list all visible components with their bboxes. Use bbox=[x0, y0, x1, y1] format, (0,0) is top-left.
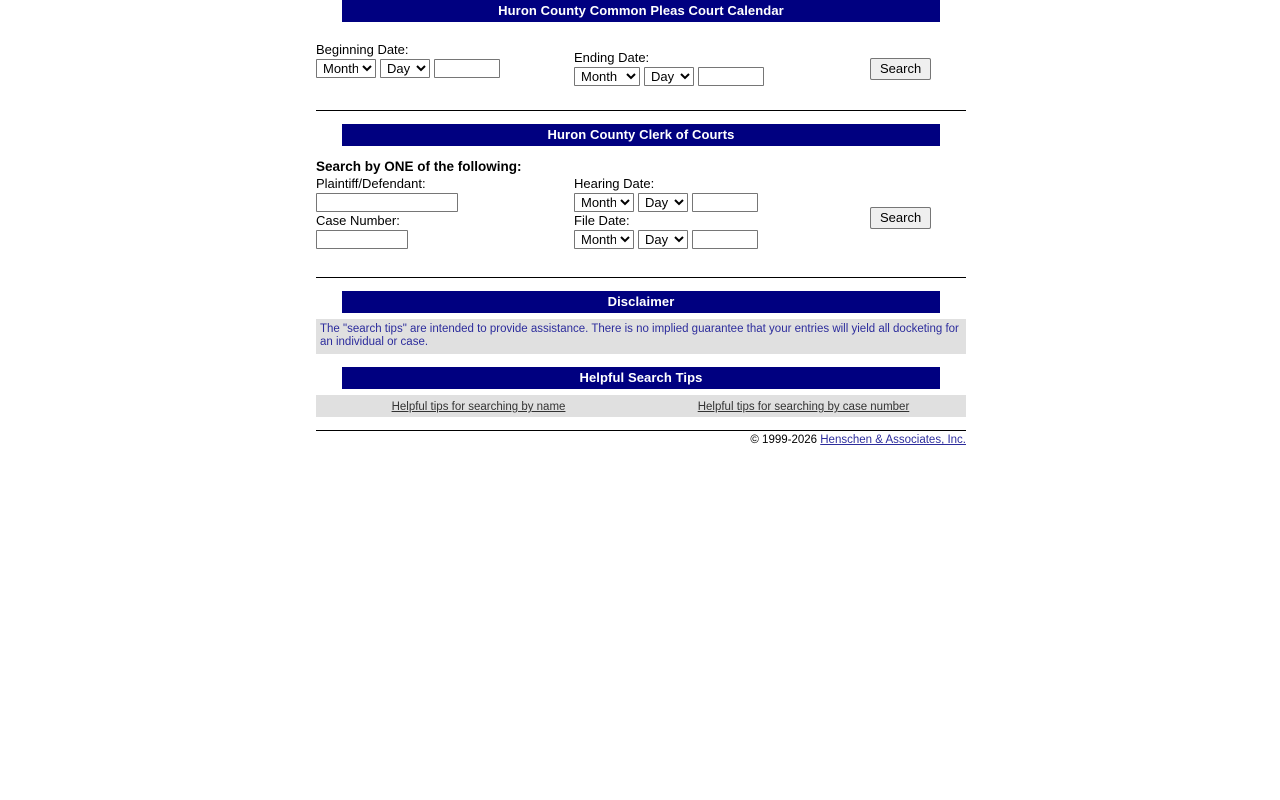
file-date-row bbox=[574, 230, 758, 249]
file-date-label: File Date: bbox=[574, 213, 630, 228]
copyright-text: © 1999-2026 bbox=[750, 434, 821, 446]
tips-cell-case bbox=[641, 398, 966, 413]
tips-link-search-by-name[interactable]: Helpful tips for searching by name bbox=[391, 401, 566, 413]
calendar-search-button[interactable]: Search bbox=[870, 58, 931, 80]
disclaimer-section-title: Disclaimer bbox=[342, 291, 940, 313]
party-name-label: Plaintiff/Defendant: bbox=[316, 176, 426, 191]
clerk-search-button[interactable]: Search bbox=[870, 207, 931, 229]
disclaimer-text: The "search tips" are intended to provide assistance. There is no implied guarantee that your entries will yield all docketing for an individual or case. bbox=[316, 319, 966, 354]
party-name-group bbox=[316, 176, 458, 212]
beginning-date-label: Beginning Date: bbox=[316, 42, 409, 57]
file-date-day-select[interactable] bbox=[638, 230, 688, 249]
ending-date-label: Ending Date: bbox=[574, 50, 650, 65]
hearing-date-group bbox=[574, 176, 758, 212]
clerk-search-form bbox=[316, 159, 966, 277]
ending-date-month-select[interactable] bbox=[574, 67, 640, 86]
tips-section-title: Helpful Search Tips bbox=[342, 367, 940, 389]
beginning-date-day-select[interactable] bbox=[380, 59, 430, 78]
beginning-date-group bbox=[316, 42, 500, 78]
tips-header-wrap bbox=[316, 367, 966, 389]
ending-date-day-select[interactable] bbox=[644, 67, 694, 86]
beginning-date-row bbox=[316, 59, 500, 78]
hearing-date-row bbox=[574, 193, 758, 212]
beginning-date-month-select[interactable] bbox=[316, 59, 376, 78]
case-number-input[interactable] bbox=[316, 230, 408, 249]
calendar-section-title: Huron County Common Pleas Court Calendar bbox=[342, 0, 940, 22]
clerk-instruction-wrap bbox=[316, 159, 522, 176]
hearing-date-label: Hearing Date: bbox=[574, 176, 655, 191]
party-name-input[interactable] bbox=[316, 193, 458, 212]
clerk-header-wrap bbox=[316, 124, 966, 146]
calendar-search-form bbox=[316, 42, 966, 100]
file-date-group bbox=[574, 213, 758, 249]
case-number-group bbox=[316, 213, 408, 249]
ending-date-row bbox=[574, 67, 764, 86]
clerk-search-button-wrap bbox=[870, 207, 931, 229]
file-date-month-select[interactable] bbox=[574, 230, 634, 249]
calendar-header-wrap bbox=[316, 0, 966, 22]
disclaimer-header-wrap bbox=[316, 291, 966, 313]
hearing-date-day-select[interactable] bbox=[638, 193, 688, 212]
clerk-instruction-label: Search by ONE of the following: bbox=[316, 159, 522, 174]
tips-link-search-by-case-number[interactable]: Helpful tips for searching by case number bbox=[697, 401, 910, 413]
tips-cell-name bbox=[316, 398, 641, 413]
company-link[interactable]: Henschen & Associates, Inc. bbox=[820, 434, 966, 446]
case-number-label: Case Number: bbox=[316, 213, 400, 228]
footer bbox=[316, 431, 966, 446]
hearing-date-month-select[interactable] bbox=[574, 193, 634, 212]
ending-date-group bbox=[574, 50, 764, 86]
file-date-year-input[interactable] bbox=[692, 230, 758, 249]
hearing-date-year-input[interactable] bbox=[692, 193, 758, 212]
page-content bbox=[316, 0, 966, 446]
calendar-search-button-wrap bbox=[870, 58, 931, 80]
clerk-section-title: Huron County Clerk of Courts bbox=[342, 124, 940, 146]
tips-links-panel bbox=[316, 395, 966, 417]
beginning-date-year-input[interactable] bbox=[434, 59, 500, 78]
ending-date-year-input[interactable] bbox=[698, 67, 764, 86]
